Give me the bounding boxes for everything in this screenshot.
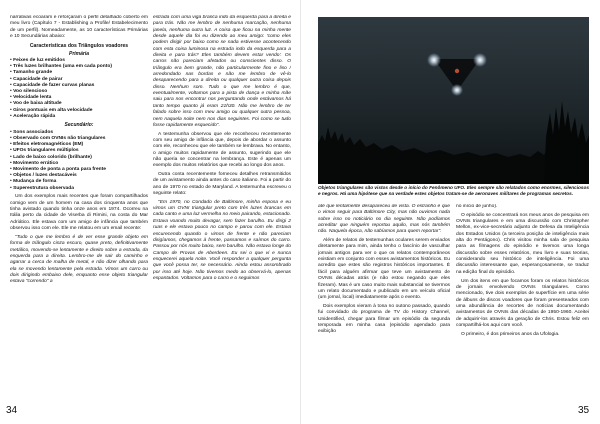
- primary-label: Primária: [68, 50, 89, 57]
- list-item: • Sons associados: [10, 130, 148, 136]
- list-item: • UFOs triangulares múltiplos: [10, 148, 148, 154]
- witness-quote-continued: estrada com uma viga branca indo da esquerda para a direita e para trás. Não me lembro de nenhuma marcação, nenhuma janela, nenhuma outra luz. A coisa que ficou na minha mente desde aquele dia foi eu dizendo ao meu amigo: 'como eles podem dirigir por baixo como se nada estivesse acontecendo com esta coisa luminosa na estrada indo da esquerda para a direita e para trás? Eles também devem estar vendo'. Os carros não pareciam afetados ou conscientes disso. O triângulo era bem grande, não particularmente fino e liso / arredondado nas bordas e não me lembro de vê-lo desaparecendo para a direita ou qualquer outra coisa depois disso. Nenhum som. Tudo o que me lembro é que, eventualmente, voltamos para a pista de dança e minha mãe saiu para nos encontrar nos perguntando onde estávamos há tanto tempo quanto já eram 21h30. Não me lembro de ter falado sobre isso com meu amigo ou qualquer outra pessoa, nem naquela noite nem nos dias seguintes. Foi como se tudo fosse rapidamente esquecido".: [153, 15, 291, 128]
- ufo-night-photo: [318, 17, 589, 184]
- ufo-photo-illustration: [318, 17, 589, 184]
- left-page-column-2: [153, 15, 291, 405]
- list-item: • Velocidade lenta: [10, 95, 148, 101]
- list-item: • Lado de baixo colorido (brilhante): [10, 155, 148, 161]
- left-page-column-1: [10, 15, 148, 405]
- body-paragraph: no início de junho).: [456, 204, 498, 209]
- characteristics-heading: Características dos Triângulos voadores: [29, 42, 129, 49]
- witness-quote: "Tudo o que me lembro é de ver esse grande objeto em forma de triângulo cinza escuro, quase preto, definitivamente metálico, movendo-se lentamente e direito sobre a estrada, da esquerda para a direita. Lembro-me de sair do caminho e agarrar a cerca de malha de metal, e não dizer olhando para ela se movendo lentamente pela estrada. Vimos um carro ou dois dirigindo embaixo dele, enquanto esse objeto triangular estava "correndo" a: [10, 234, 148, 285]
- page-gutter: [300, 0, 301, 424]
- body-paragraph: Dois exemplos vieram à tona no outono passado, quando fui convidado do programa de TV do History Channel, Unidentified, chegar para filmar um episódio da segunda temporada em minha casa (episódio agendado para exibição: [318, 303, 450, 335]
- list-item: • Objetos / luzes destacáveis: [10, 173, 148, 179]
- intro-paragraph: narrativas ecoaram e reforçaram o perfil detalhado coberto em meu livro (Capítulo 7 - Establishing a Profile/ Estabelecimento de um perfil). Nomeadamente, as 10 características Primárias e 10 Secundárias abaixo:: [10, 15, 148, 40]
- right-page-column-1: [318, 204, 450, 406]
- list-item: • Três luzes brilhantes (uma em cada ponto): [10, 64, 148, 70]
- list-item: • Movimento errático: [10, 161, 148, 167]
- body-paragraph: Outra conta recentemente forneceu detalhes retransmitidos de um avistamento ainda antes do caso italiano. Foi a partir do ano de 1970 no estado de Maryland. A testemunha escreveu o seguinte relato:: [153, 172, 291, 197]
- list-item: • Efeitos eletromagnéticos (EM): [10, 142, 148, 148]
- primary-list: [10, 58, 148, 120]
- left-page-number: 34: [6, 405, 18, 416]
- list-item: • Voo de baixa altitude: [10, 101, 148, 107]
- list-item: • Mudança de forma: [10, 179, 148, 185]
- body-paragraph: O episódio se concentrará nos meus anos de pesquisa em OVNIs triangulares e em uma discussão com Christopher Mellon, ex-vice-secretário adjunto de Defesa da Inteligência dos Estados Unidos (a terceira posição de inteligência mais alta do Pentágono). Chris visitou minha sala de pesquisa para as filmagens do episódio e tivemos uma longa discussão sobre esses relatórios, meu livro e suas teorias, considerando seu histórico de inteligência. Foi uma discussão interessante que, esperançosamente, se traduz na edição final do episódio.: [456, 212, 589, 275]
- maryland-quote-continued: até que lentamente desapareceu de vista. O estranho é que o vimos seguir para Baltimore City, mas não ouvimos nada sobre isso no noticiário no dia seguinte. Não podíamos acreditar que ninguém reportou aquilo, mas nós também não. Naquela época, não sabíamos para quem reportar".: [318, 204, 450, 235]
- list-item: • Voo silencioso: [10, 89, 148, 95]
- list-item: • Superestrutura observada: [10, 186, 148, 192]
- list-item: • Observado com OVNIs não triangulares: [10, 136, 148, 142]
- right-page-number: 35: [578, 405, 590, 416]
- list-item: • Giros pontuais em alta velocidade: [10, 108, 148, 114]
- body-paragraph: O primeiro, é dos primeiros anos da Ufologia.: [461, 331, 560, 337]
- body-paragraph: Um dos exemplos mais recentes que foram compartilhados comigo vem de um homem na casa dos cinquenta anos que tinha avistado quando tinha onze anos em 1974. Ocorreu na Itália perto da cidade de Viserba di Rimini, na costa do Mar Adriático. Ele estava com um amigo de infância que também observou isso com ele. Ele me relatou em um email recente:: [10, 194, 148, 232]
- right-page-column-2: [456, 204, 589, 406]
- list-item: • Feixes de luz emitidos: [10, 58, 148, 64]
- body-paragraph: A testemunha observou que ele reconheceu recentemente com seu amigo de infância que, depois de abordar o assunto com ele, reconheceu que ele também se lembrava. No entanto, o amigo muitos rapidamente de assunto, sugerindo que ele não queria se concentrar na lembrança. Este é apenas um exemplo dos muitos relatórios que recebi ao longo dos anos.: [153, 131, 291, 169]
- list-item: • Capacidade de pairar: [10, 77, 148, 83]
- list-item: • Movimento de ponta a ponta para frente: [10, 167, 148, 173]
- photo-caption: Objetos triangulares são vistos desde o início do Fenômeno UFO. Eles sempre são relatados como enormes, silenciosos e negros. Há uma hipótese que na verdade estes objetos tratam-se de aeronaves militares de programas secretos.: [318, 185, 589, 196]
- body-paragraph: Além de relatos de testemunhas oculares serem enviados diretamente para mim, ainda tenho o fascínio de vasculhar jornais antigos para ver o que os relatos contemporâneos existiam em conjunto com esses avistamentos históricos. Eu acredito que estes são registros históricos importantes. É fácil para alguém afirmar que teve um avistamento de OVNIs décadas atrás (e não estou negando que eles fizeram). Mas é um caso muito mais substancial se tivermos um relato documentado e publicado em um veículo oficial (um jornal, local) imediatamente após o evento.: [318, 238, 450, 301]
- secondary-list: [10, 130, 148, 192]
- list-item: • Tamanho grande: [10, 70, 148, 76]
- body-paragraph: Um dos itens em que focamos foram os relatos históricos de jornais envolvendo OVNIs triangulares. Como mencionado, tive dois exemplos de superfície em uma série de álbuns de discos voadores que foram presenteados com uma abundância de recortes de notícias documentando avistamentos de OVNIs das décadas de 1950-1960. Aceitei de adquirir-los através da geração de Chris. Estou feliz em compartilhá-los aqui com você.: [456, 278, 589, 328]
- list-item: • Capacidade de fazer curvas planas: [10, 83, 148, 89]
- list-item: • Aceleração rápida: [10, 114, 148, 120]
- maryland-quote: "Em 1970, no Condado de Baltimore, minha esposa e eu vimos um OVNI triangular preto com três luzes brancas em cada canto e uma luz vermelha no meio pairando, estacionado. Estava voando muito devagar, sem fazer barulho. Eu dirigi 2 ruas e ele estava pouco no campo e parou com ele. Estava escurecendo quando o vimos de frente e não pareciam dirigíamos, chegamos à frente, passamos e saímos do carro. Passou por nós muito baixo, sem barulho. Não estava longe do Campo de Provas de Aberdeen. Eu sei o que vi e nunca esquecerei aquela noite. Você responder a qualquer pergunta que você possa ter, se necessário. Ainda estou assombrado por isso até hoje. Não tivemos medo ao observá-lo, apenas espantados. Voltamos para o carro e o seguimos: [153, 199, 291, 281]
- secondary-label: Secundário:: [64, 122, 94, 129]
